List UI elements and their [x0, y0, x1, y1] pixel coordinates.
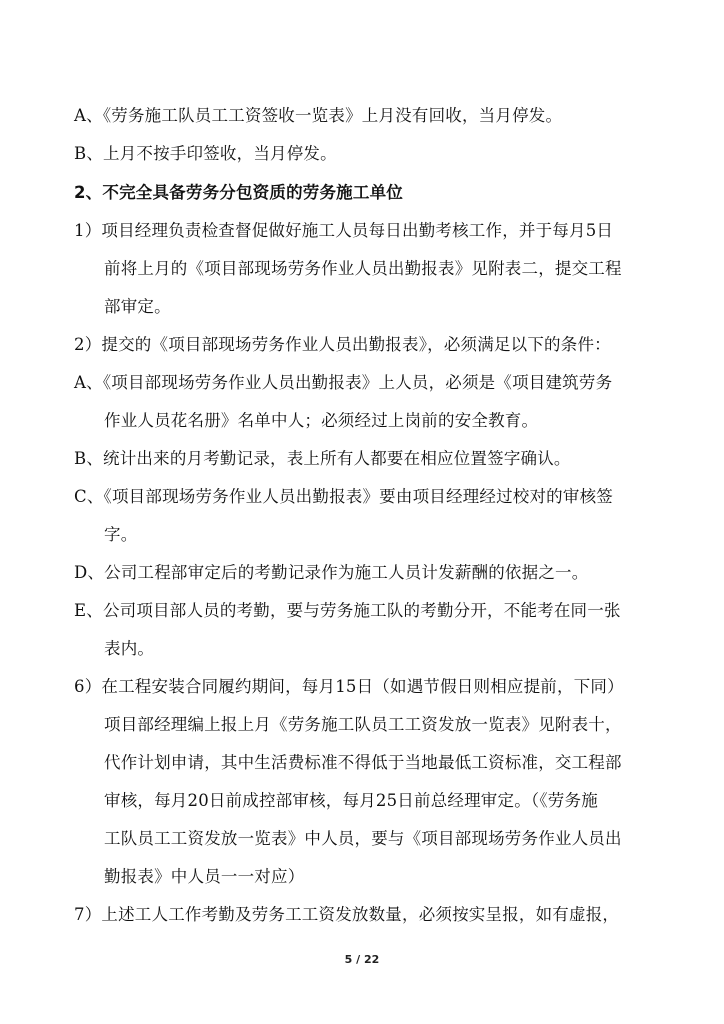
text-line-e-end: 表内。 [104, 639, 155, 658]
text-line-6-end: 勤报表》中人员一一对应） [104, 867, 305, 886]
text-line-a-roster: A、《项目部现场劳务作业人员出勤报表》上人员，必须是《项目建筑劳务 [74, 373, 613, 392]
text-line-c-review: C、《项目部现场劳务作业人员出勤报表》要由项目经理经过校对的审核签 [74, 487, 613, 506]
page-number: 5 / 22 [344, 953, 380, 966]
text-line-1-continued: 前将上月的《项目部现场劳务作业人员出勤报表》见附表二，提交工程 [104, 259, 622, 278]
text-line-6-approval: 审核，每月20日前成控部审核，每月25日前总经理审定。（《劳务施 [104, 791, 598, 810]
text-line-b-sign: B、统计出来的月考勤记录，表上所有人都要在相应位置签字确认。 [74, 449, 571, 468]
text-line-6-match: 工队员工工资发放一览表》中人员，要与《项目部现场劳务作业人员出 [104, 829, 622, 848]
text-line-e-separate: E、公司项目部人员的考勤，要与劳务施工队的考勤分开，不能考在同一张 [74, 601, 621, 620]
text-line-c-end: 字。 [104, 525, 138, 544]
text-line-a-continued: 作业人员花名册》名单中人；必须经过上岗前的安全教育。 [104, 411, 539, 430]
text-line-6-report: 项目部经理编上报上月《劳务施工队员工工资发放一览表》见附表十， [104, 715, 622, 734]
text-line-6-contract: 6）在工程安装合同履约期间，每月15日（如遇节假日则相应提前，下同） [74, 677, 624, 696]
text-line-1-manager: 1）项目经理负责检查督促做好施工人员每日出勤考核工作，并于每月5日 [74, 221, 614, 240]
text-line-1-end: 部审定。 [104, 297, 171, 316]
text-line-a-wage-slip: A、《劳务施工队员工工资签收一览表》上月没有回收，当月停发。 [74, 106, 563, 125]
text-line-7-truthful: 7）上述工人工作考勤及劳务工工资发放数量，必须按实呈报，如有虚报， [74, 905, 620, 924]
text-line-b-fingerprint: B、上月不按手印签收，当月停发。 [74, 144, 337, 163]
text-line-2-conditions: 2）提交的《项目部现场劳务作业人员出勤报表》，必须满足以下的条件： [74, 335, 611, 354]
text-line-6-plan: 代作计划申请，其中生活费标准不得低于当地最低工资标准，交工程部 [104, 753, 622, 772]
text-line-d-basis: D、公司工程部审定后的考勤记录作为施工人员计发薪酬的依据之一。 [74, 563, 589, 582]
section-heading: 2、不完全具备劳务分包资质的劳务施工单位 [74, 183, 403, 202]
